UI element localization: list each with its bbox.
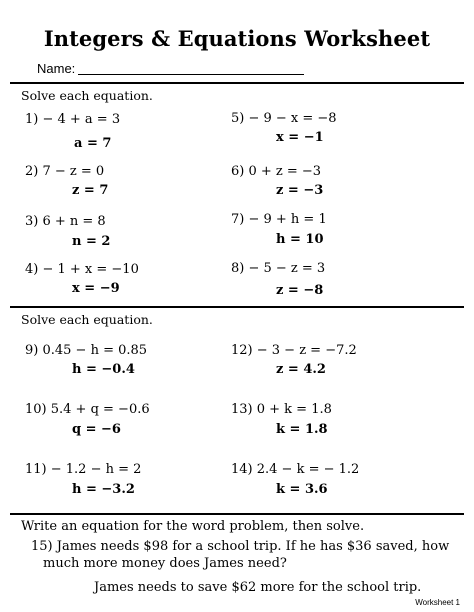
problem-14-answer: k = 3.6 (276, 482, 328, 497)
section1-instruction: Solve each equation. (21, 88, 153, 103)
name-label: Name: (37, 61, 76, 76)
section-divider (10, 82, 464, 84)
problem-7-question: 7) − 9 + h = 1 (231, 212, 327, 227)
section2-instruction: Solve each equation. (21, 312, 153, 327)
section-divider (10, 306, 464, 308)
word-problem-line1: 15) James needs $98 for a school trip. If he has $36 saved, how (31, 539, 450, 554)
problem-8-question: 8) − 5 − z = 3 (231, 261, 326, 276)
problem-2-answer: z = 7 (72, 183, 109, 198)
name-line[interactable] (78, 74, 304, 75)
problem-1-question: 1) − 4 + a = 3 (25, 112, 121, 127)
section3-instruction: Write an equation for the word problem, then solve. (21, 519, 365, 534)
problem-6-answer: z = −3 (276, 183, 324, 198)
worksheet-title: Integers & Equations Worksheet (43, 26, 431, 51)
problem-1-answer: a = 7 (74, 136, 112, 151)
section-divider (10, 513, 464, 515)
problem-12-answer: z = 4.2 (276, 362, 326, 377)
problem-2-question: 2) 7 − z = 0 (25, 164, 105, 179)
problem-3-answer: n = 2 (72, 234, 111, 249)
problem-9-question: 9) 0.45 − h = 0.85 (25, 343, 148, 358)
problem-5-answer: x = −1 (276, 130, 324, 145)
problem-10-answer: q = −6 (72, 422, 121, 437)
problem-13-question: 13) 0 + k = 1.8 (231, 402, 332, 417)
footer-label: Worksheet 1 (415, 598, 460, 607)
word-problem-line2: much more money does James need? (43, 556, 287, 571)
problem-14-question: 14) 2.4 − k = − 1.2 (231, 462, 360, 477)
problem-6-question: 6) 0 + z = −3 (231, 164, 322, 179)
problem-4-answer: x = −9 (72, 281, 120, 296)
word-problem-answer: James needs to save $62 more for the school trip. (94, 580, 422, 595)
problem-12-question: 12) − 3 − z = −7.2 (231, 343, 357, 358)
problem-11-question: 11) − 1.2 − h = 2 (25, 462, 142, 477)
problem-5-question: 5) − 9 − x = −8 (231, 111, 337, 126)
problem-8-answer: z = −8 (276, 283, 324, 298)
problem-3-question: 3) 6 + n = 8 (25, 214, 106, 229)
problem-11-answer: h = −3.2 (72, 482, 135, 497)
problem-4-question: 4) − 1 + x = −10 (25, 262, 139, 277)
problem-7-answer: h = 10 (276, 232, 324, 247)
problem-10-question: 10) 5.4 + q = −0.6 (25, 402, 150, 417)
problem-9-answer: h = −0.4 (72, 362, 135, 377)
problem-13-answer: k = 1.8 (276, 422, 328, 437)
